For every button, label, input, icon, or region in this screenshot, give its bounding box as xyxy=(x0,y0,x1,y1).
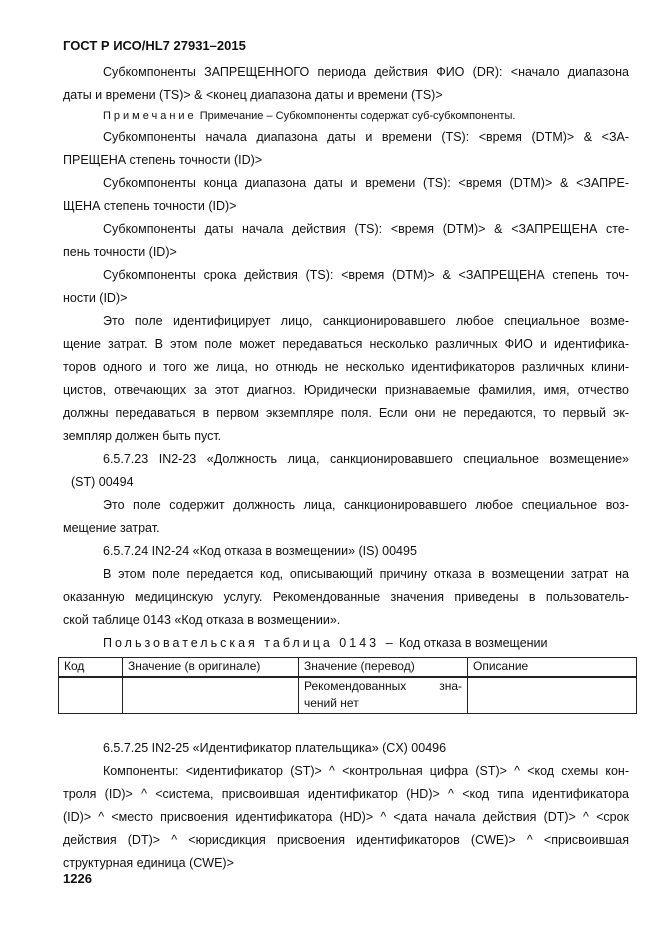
text-line: Компоненты: <идентификатор (ST)> ^ <контрольная цифра (ST)> ^ <код схемы кон- xyxy=(103,764,629,778)
text-line: ПРЕЩЕНА степень точности (ID)> xyxy=(63,153,263,167)
table-header-cell: Значение (в оригинале) xyxy=(123,658,299,678)
table-caption-title: Код отказа в возмещении xyxy=(399,636,548,650)
text-line: ЩЕНА степень точности (ID)> xyxy=(63,199,237,213)
table-row xyxy=(59,677,637,714)
text-line: земпляр должен быть пуст. xyxy=(63,429,222,443)
table-cell-translation-line: чений нет xyxy=(304,696,359,710)
user-table-0143 xyxy=(58,657,637,714)
text-line: торов одного и того же лица, но отнюдь не несколько идентификаторов различных клини- xyxy=(63,360,629,374)
text-line: цистов, отвечающих за этот диагноз. Юридически признаваемые фамилия, имя, отчество xyxy=(63,383,629,397)
table-cell-code xyxy=(59,677,123,714)
text-line: действия (DT)> ^ <юрисдикция присвоения идентификаторов (CWE)> ^ <присвоившая xyxy=(63,833,629,847)
text-line: (ID)> ^ <место присвоения идентификатора (HD)> ^ <дата начала действия (DT)> ^ <срок xyxy=(63,810,629,824)
text-line: Субкомпоненты срока действия (TS): <время (DTM)> & <ЗАПРЕЩЕНА степень точ- xyxy=(103,268,629,282)
text-line: (ST) 00494 xyxy=(71,475,134,489)
table-header-cell: Значение (перевод) xyxy=(299,658,468,678)
section-heading: 6.5.7.25 IN2-25 «Идентификатор плательщика» (CX) 00496 xyxy=(103,741,447,755)
text-line: Это поле содержит должность лица, санкционировавшего любое специальное воз- xyxy=(103,498,629,512)
text-line: Субкомпоненты начала диапазона даты и времени (TS): <время (DTM)> & <ЗА- xyxy=(103,130,629,144)
table-header-cell: Описание xyxy=(468,658,637,678)
text-line: ской таблице 0143 «Код отказа в возмещении». xyxy=(63,613,341,627)
text-line: Субкомпоненты даты начала действия (TS): <время (DTM)> & <ЗАПРЕЩЕНА сте- xyxy=(103,222,629,236)
table-cell-translation-line: Рекомендованных зна- xyxy=(304,679,462,693)
text-line: Это поле идентифицирует лицо, санкционировавшего любое специальное возме- xyxy=(103,314,629,328)
document-header: ГОСТ Р ИСО/HL7 27931–2015 xyxy=(63,38,246,53)
note-line xyxy=(103,108,515,124)
text-line: пень точности (ID)> xyxy=(63,245,177,259)
table-header-cell: Код xyxy=(59,658,123,678)
text-line: щение затрат. В этом поле может передаваться несколько различных ФИО и идентифика- xyxy=(63,337,629,351)
note-label: Примечание xyxy=(103,110,197,122)
section-heading: 6.5.7.23 IN2-23 «Должность лица, санкционировавшего специальное возмещение» xyxy=(103,452,629,466)
table-header-row xyxy=(59,658,637,678)
text-line: Субкомпоненты конца диапазона даты и времени (TS): <время (DTM)> & <ЗАПРЕ- xyxy=(103,176,629,190)
text-line: структурная единица (CWE)> xyxy=(63,856,234,870)
text-line: троля (ID)> ^ <система, присвоившая идентификатор (HD)> ^ <код типа идентификатора xyxy=(63,787,629,801)
text-line: ности (ID)> xyxy=(63,291,128,305)
page-number: 1226 xyxy=(63,871,92,886)
text-line: Субкомпоненты ЗАПРЕЩЕННОГО периода действия ФИО (DR): <начало диапазона xyxy=(103,65,629,79)
table-cell-translation xyxy=(299,677,468,714)
section-heading: 6.5.7.24 IN2-24 «Код отказа в возмещении» (IS) 00495 xyxy=(103,544,417,558)
text-line: даты и времени (TS)> & <конец диапазона даты и времени (TS)> xyxy=(63,88,443,102)
text-line: мещение затрат. xyxy=(63,521,160,535)
table-cell-original xyxy=(123,677,299,714)
note-text: Примечание – Субкомпоненты содержат суб-субкомпоненты. xyxy=(199,110,516,122)
table-cell-description xyxy=(468,677,637,714)
text-line: В этом поле передается код, описывающий причину отказа в возмещении затрат на xyxy=(103,567,629,581)
text-line: должны передаваться в первом экземпляре поля. Если они не передаются, то первый эк- xyxy=(63,406,629,420)
table-caption xyxy=(103,635,548,651)
table-caption-label: Пользовательская таблица 0143 – xyxy=(103,636,396,650)
text-line: оказанную медицинскую услугу. Рекомендованные значения приведены в пользователь- xyxy=(63,590,629,604)
